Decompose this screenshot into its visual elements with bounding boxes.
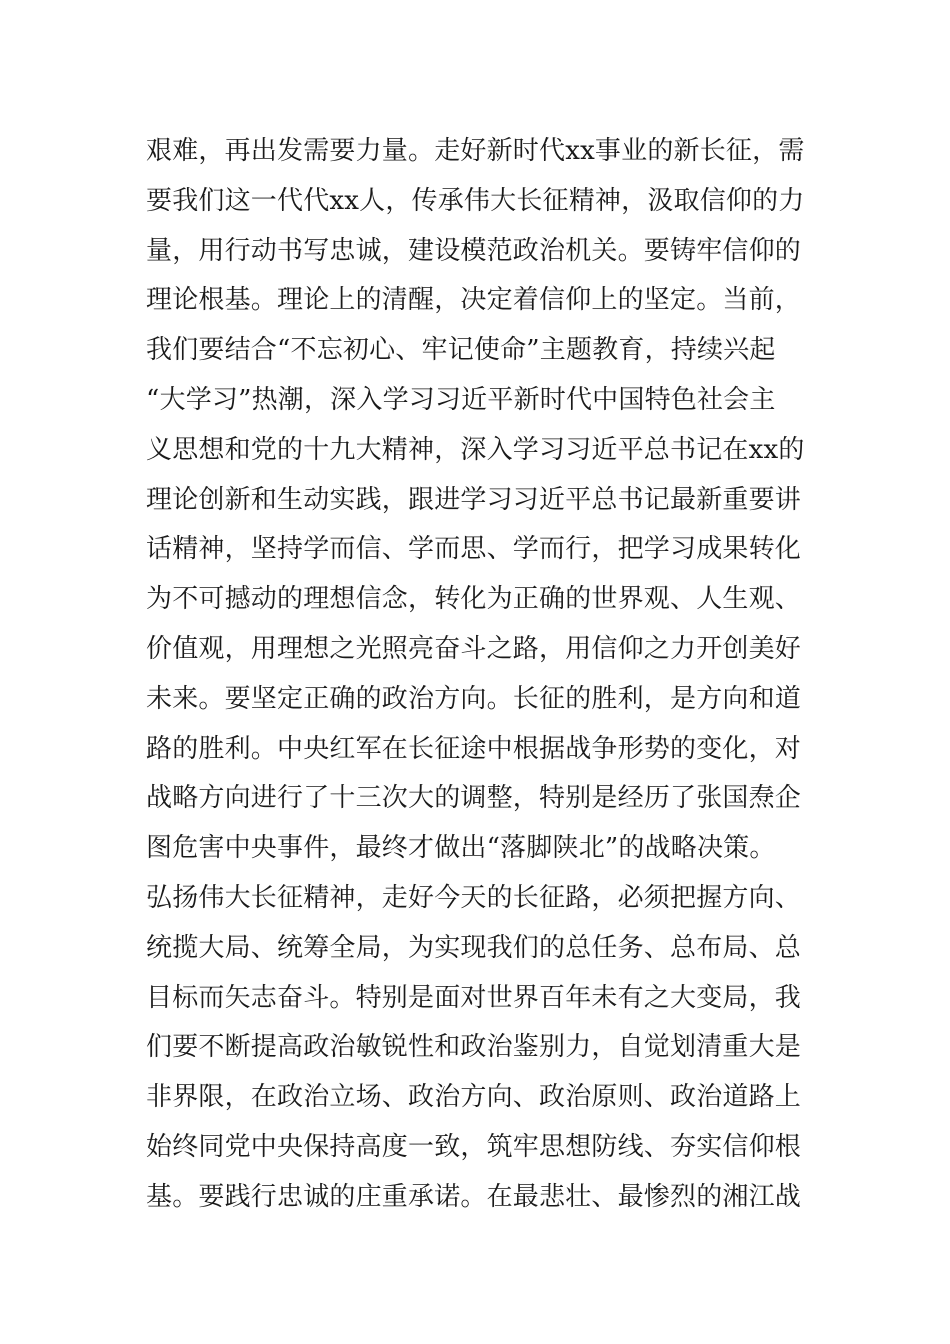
- text-line: 目标而矢志奋斗。特别是面对世界百年未有之大变局，我: [146, 982, 802, 1013]
- text-line: 义思想和党的十九大精神，深入学习习近平总书记在xx的: [146, 434, 805, 465]
- text-line: 战略方向进行了十三次大的调整，特别是经历了张国焘企: [146, 783, 802, 814]
- text-line: 未来。要坚定正确的政治方向。长征的胜利，是方向和道: [146, 683, 802, 714]
- text-line: 们要不断提高政治敏锐性和政治鉴别力，自觉划清重大是: [146, 1032, 802, 1063]
- text-line: 话精神，坚持学而信、学而思、学而行，把学习成果转化: [146, 534, 802, 565]
- text-line: “大学习”热潮，深入学习习近平新时代中国特色社会主: [146, 384, 776, 415]
- text-line: 理论根基。理论上的清醒，决定着信仰上的坚定。当前，: [146, 285, 802, 316]
- text-line: 要我们这一代代xx人，传承伟大长征精神，汲取信仰的力: [146, 185, 805, 216]
- text-line: 统揽大局、统筹全局，为实现我们的总任务、总布局、总: [146, 932, 802, 963]
- text-line: 图危害中央事件，最终才做出“落脚陕北”的战略决策。: [146, 833, 776, 864]
- text-line: 路的胜利。中央红军在长征途中根据战争形势的变化，对: [146, 733, 802, 764]
- text-line: 价值观，用理想之光照亮奋斗之路，用信仰之力开创美好: [146, 633, 802, 664]
- text-line: 我们要结合“不忘初心、牢记使命”主题教育，持续兴起: [146, 335, 776, 366]
- text-line: 为不可撼动的理想信念，转化为正确的世界观、人生观、: [146, 584, 802, 615]
- text-line: 理论创新和生动实践，跟进学习习近平总书记最新重要讲: [146, 484, 802, 515]
- text-line: 基。要践行忠诚的庄重承诺。在最悲壮、最惨烈的湘江战: [146, 1181, 802, 1212]
- text-line: 始终同党中央保持高度一致，筑牢思想防线、夯实信仰根: [146, 1131, 802, 1162]
- text-line: 量，用行动书写忠诚，建设模范政治机关。要铸牢信仰的: [146, 235, 802, 266]
- text-line: 非界限，在政治立场、政治方向、政治原则、政治道路上: [146, 1082, 802, 1113]
- body-text: [146, 127, 816, 1223]
- text-line: 弘扬伟大长征精神，走好今天的长征路，必须把握方向、: [146, 882, 802, 913]
- text-line: 艰难，再出发需要力量。走好新时代xx事业的新长征，需: [146, 136, 805, 166]
